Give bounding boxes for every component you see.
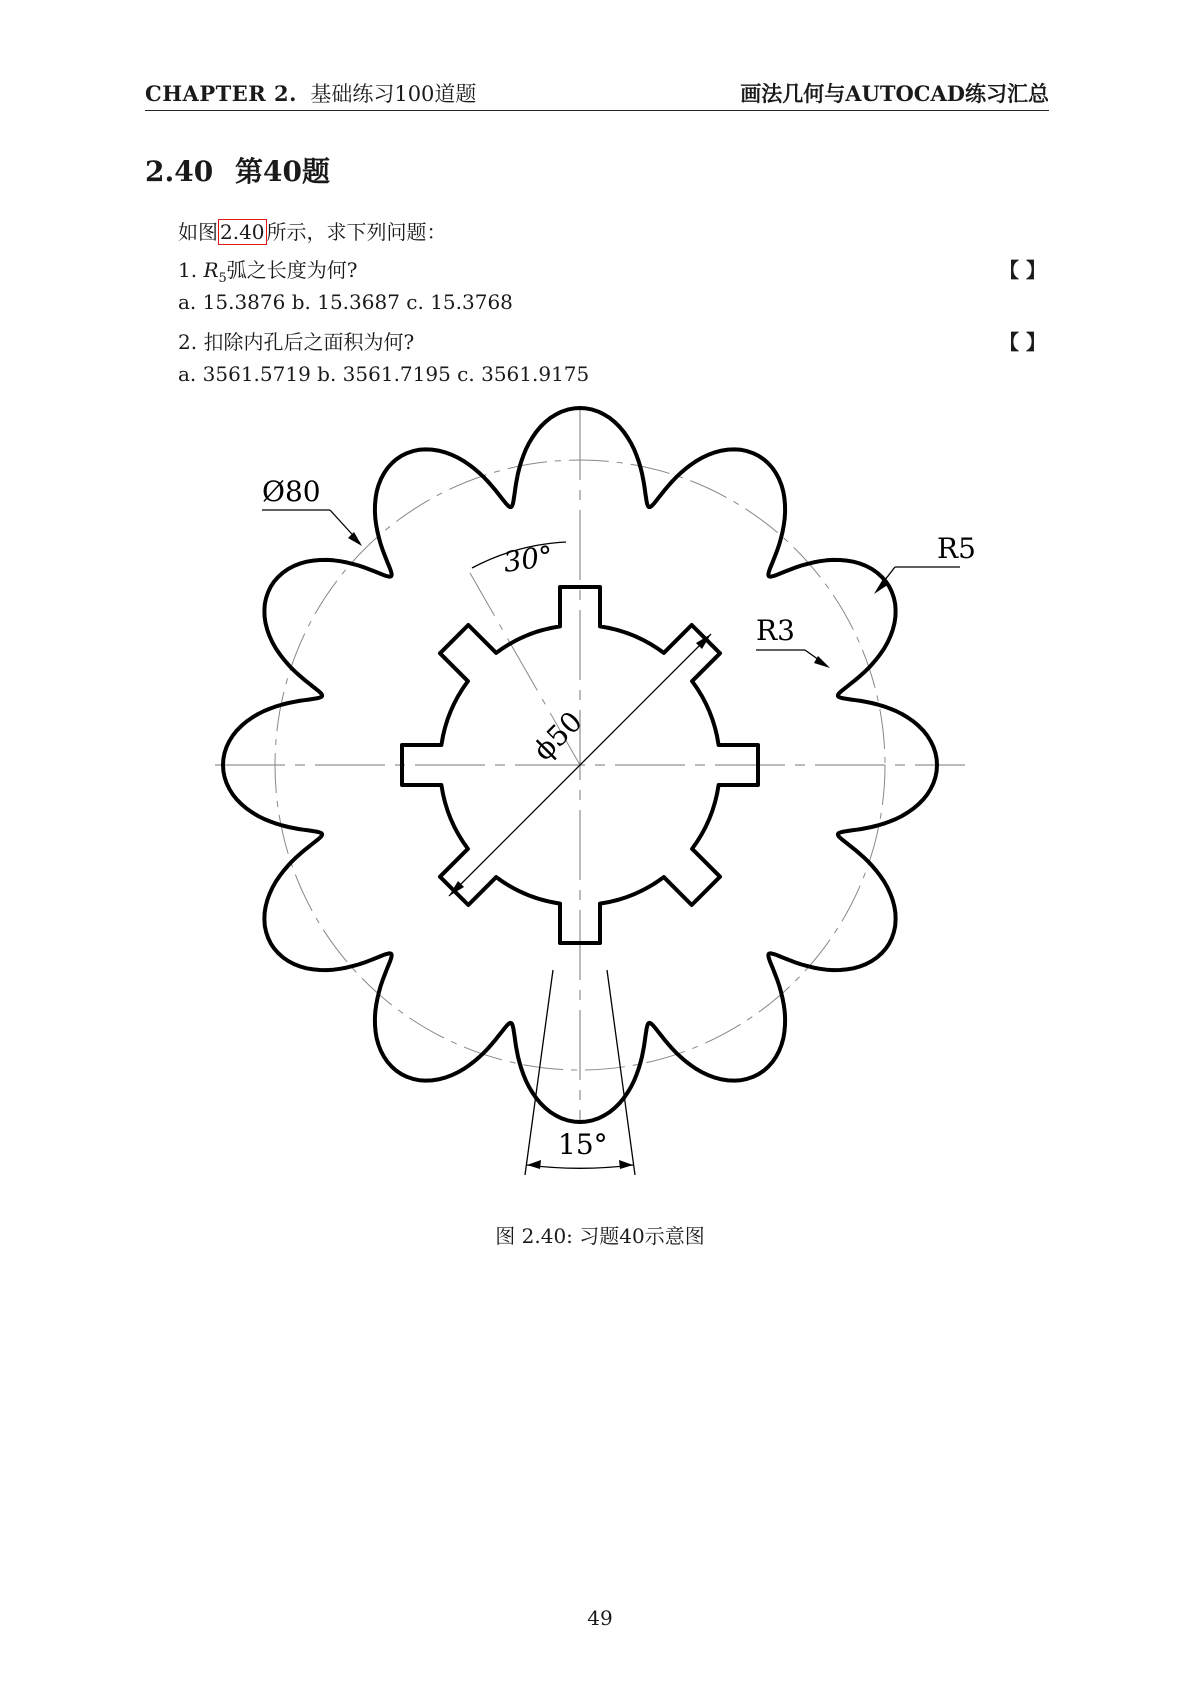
dim-80-arrow <box>348 532 362 546</box>
question-2: 2. 扣除内孔后之面积为何? 【 】 <box>178 326 1046 355</box>
angle-15-arc <box>527 1165 633 1168</box>
dim-r5-label: R5 <box>937 532 976 565</box>
page-number: 49 <box>587 1606 613 1630</box>
dim-50-label: ϕ50 <box>526 704 589 767</box>
angle-15-ext-left <box>525 970 553 1175</box>
header-chapter: CHAPTER 2. 基础练习100道题 <box>145 81 477 106</box>
angle-15-arrow-b <box>619 1160 633 1169</box>
header-book-title: 画法几何与AUTOCAD练习汇总 <box>740 81 1049 106</box>
dim-80-label: Ø80 <box>262 475 321 508</box>
dim-r3-label: R3 <box>756 614 795 647</box>
angle-15-arrow-a <box>527 1160 541 1169</box>
angle-30-label: 30° <box>501 539 556 579</box>
angle-15-ext-right <box>607 970 635 1175</box>
answer-bracket-2: 【 】 <box>999 330 1046 354</box>
question-1-options: a. 15.3876 b. 15.3687 c. 15.3768 <box>178 290 513 314</box>
figure-ref-link[interactable]: 2.40 <box>220 220 265 244</box>
intro-text: 如图 2.40 所示，求下列问题： <box>178 220 447 244</box>
question-1: 1. $R_5$弧之长度为何? 【 】 <box>178 254 1046 286</box>
answer-bracket-1: 【 】 <box>999 258 1046 282</box>
question-2-options: a. 3561.5719 b. 3561.7195 c. 3561.9175 <box>178 362 590 386</box>
figure-caption: 图 2.40: 习题40示意图 <box>495 1224 705 1248</box>
section-number: 2.40 <box>145 155 214 188</box>
section-name: 第40题 <box>235 155 330 188</box>
angle-15-label: 15° <box>558 1128 608 1161</box>
